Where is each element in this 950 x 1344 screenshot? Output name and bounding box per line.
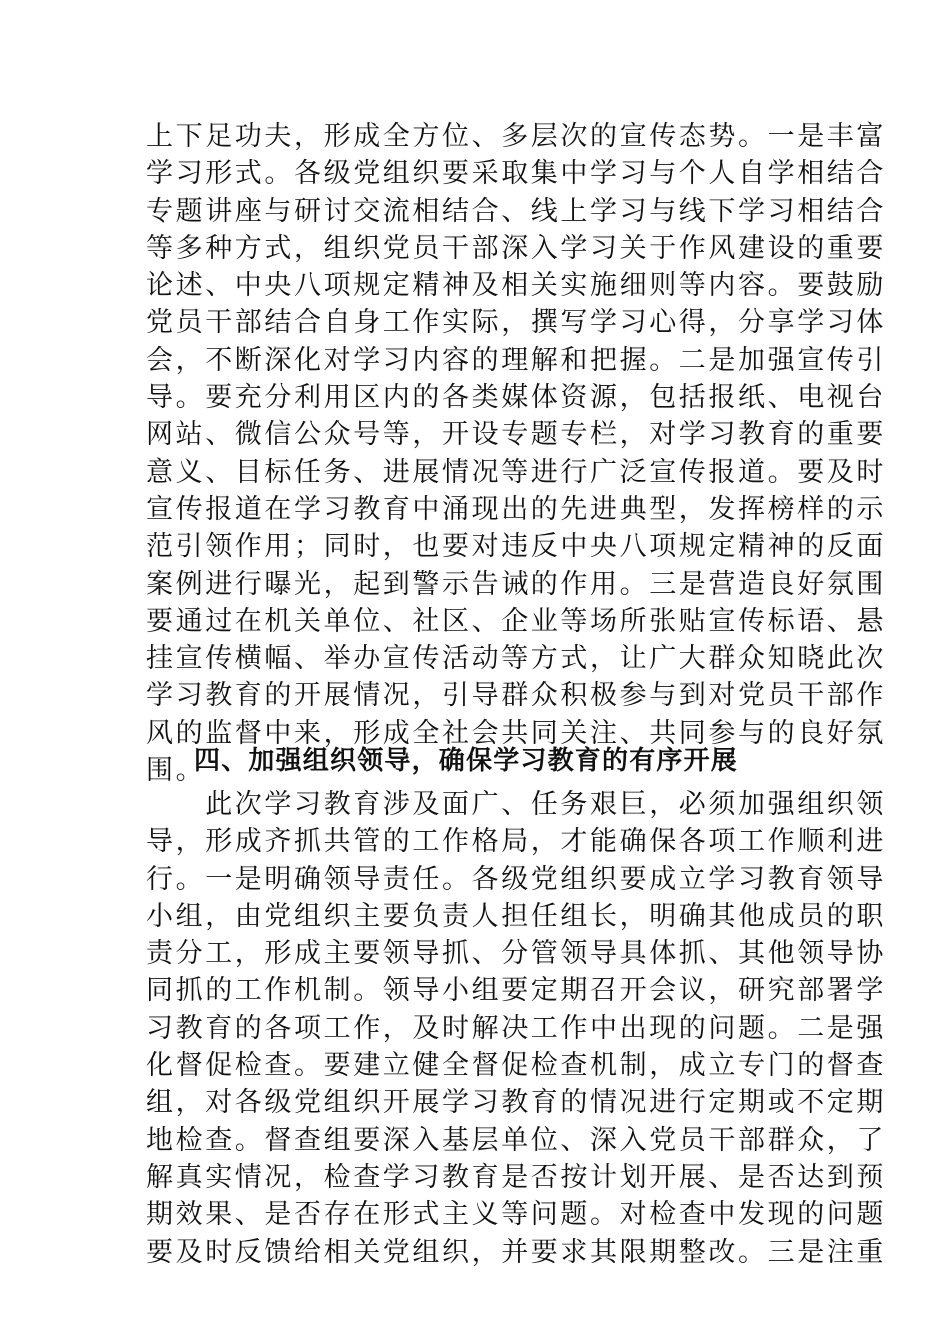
text-line: 小组，由党组织主要负责人担任组长，明确其他成员的职 [146,900,886,932]
text-line: 学习教育的开展情况，引导群众积极参与到对党员干部作 [146,680,886,712]
text-line: 同抓的工作机制。领导小组要定期召开会议，研究部署学 [146,975,886,1007]
text-line: 地检查。督查组要深入基层单位、深入党员干部群众，了 [146,1124,886,1156]
text-line: 行。一是明确领导责任。各级党组织要成立学习教育领导 [146,863,886,895]
text-line: 意义、目标任务、进展情况等进行广泛宣传报道。要及时 [146,456,886,488]
text-line: 网站、微信公众号等，开设专题专栏，对学习教育的重要 [146,419,886,451]
text-line: 宣传报道在学习教育中涌现出的先进典型，发挥榜样的示 [146,493,886,525]
text-line: 导。要充分利用区内的各类媒体资源，包括报纸、电视台 [146,382,886,414]
text-line: 挂宣传横幅、举办宣传活动等方式，让广大群众知晓此次 [146,643,886,675]
text-line: 党员干部结合自身工作实际，撰写学习心得，分享学习体 [146,307,886,339]
text-line: 专题讲座与研讨交流相结合、线上学习与线下学习相结合 [146,195,886,227]
paragraph-bottom [146,786,886,1271]
paragraph-top [146,118,886,789]
text-line: 范引领作用；同时，也要对违反中央八项规定精神的反面 [146,531,886,563]
text-line: 期效果、是否存在形式主义等问题。对检查中发现的问题 [146,1199,886,1231]
text-line: 组，对各级党组织开展学习教育的情况进行定期或不定期 [146,1087,886,1119]
text-line: 习教育的各项工作，及时解决工作中出现的问题。二是强 [146,1012,886,1044]
text-line: 会，不断深化对学习内容的理解和把握。二是加强宣传引 [146,344,886,376]
text-line: 要及时反馈给相关党组织，并要求其限期整改。三是注重 [146,1236,886,1268]
text-line: 要通过在机关单位、社区、企业等场所张贴宣传标语、悬 [146,605,886,637]
text-line: 学习形式。各级党组织要采取集中学习与个人自学相结合 [146,158,886,190]
text-line: 此次学习教育涉及面广、任务艰巨，必须加强组织领 [146,789,886,820]
text-line: 化督促检查。要建立健全督促检查机制，成立专门的督查 [146,1050,886,1082]
text-line: 等多种方式，组织党员干部深入学习关于作风建设的重要 [146,232,886,264]
text-line: 解真实情况，检查学习教育是否按计划开展、是否达到预 [146,1161,886,1193]
text-line: 案例进行曝光，起到警示告诫的作用。三是营造良好氛围 [146,568,886,600]
section-heading: 四、加强组织领导，确保学习教育的有序开展 [194,746,739,776]
text-line: 导，形成齐抓共管的工作格局，才能确保各项工作顺利进 [146,826,886,858]
text-line: 围。 [146,755,206,787]
text-line: 风的监督中来，形成全社会共同关注、共同参与的良好氛 [146,717,886,749]
text-line: 责分工，形成主要领导抓、分管领导具体抓、其他领导协 [146,938,886,970]
text-line: 论述、中央八项规定精神及相关实施细则等内容。要鼓励 [146,270,886,302]
text-line: 上下足功夫，形成全方位、多层次的宣传态势。一是丰富 [146,121,886,152]
